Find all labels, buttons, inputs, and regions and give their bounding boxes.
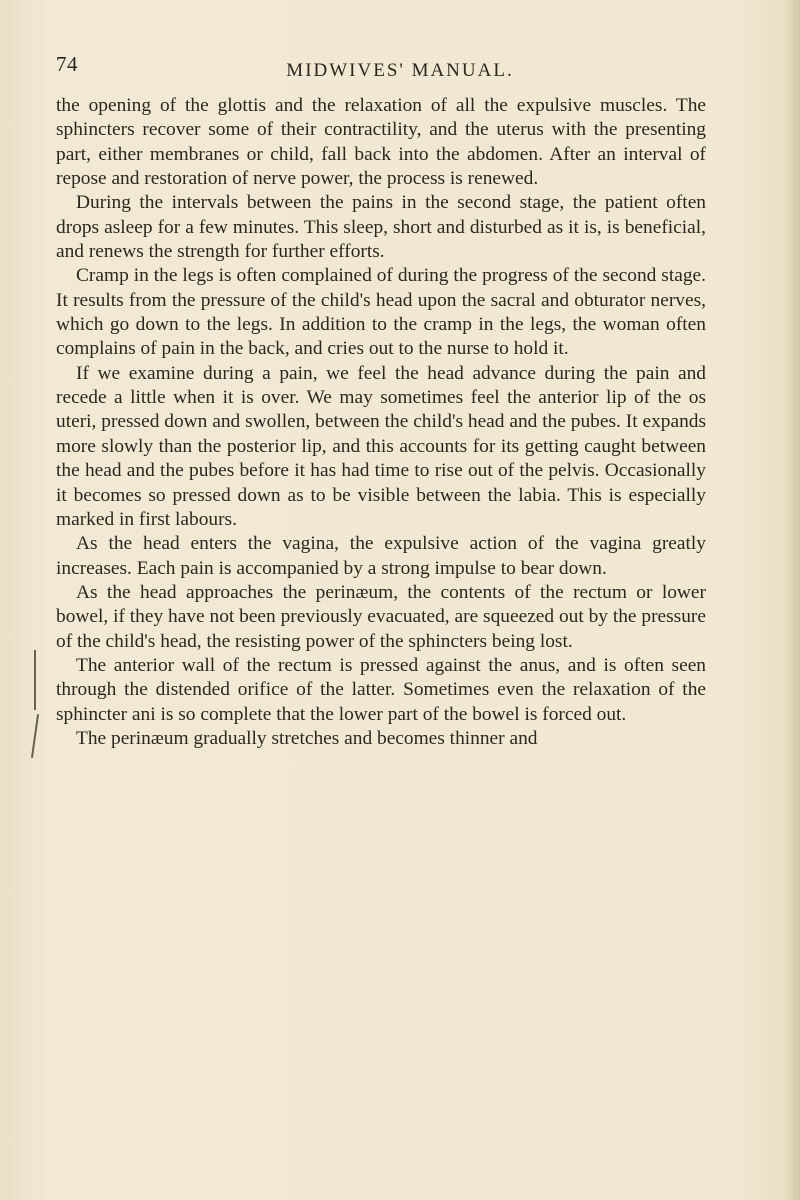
page-number: 74: [56, 52, 78, 76]
paragraph: During the intervals between the pains in the second stage, the patient often drops asleep for a few minutes. This sleep, short and disturbed as it is, is beneficial, and renews the strength for further efforts.: [56, 192, 706, 263]
paragraph: As the head enters the vagina, the expulsive action of the vagina greatly increases. Each pain is accompanied by a strong impulse to bear down.: [56, 533, 706, 579]
paragraph: The perinæum gradually stretches and becomes thinner and: [76, 727, 538, 749]
margin-pencil-mark: [34, 650, 36, 710]
paragraph: As the head approaches the perinæum, the contents of the rectum or lower bowel, if they have not been previously evacuated, are squeezed out by the pressure of the child's head, the resisting power of the sphincters being lost.: [56, 581, 706, 652]
body-text: [56, 94, 706, 751]
page-edge-shadow: [786, 0, 800, 1200]
paragraph: If we examine during a pain, we feel the head advance during the pain and recede a little when it is over. We may sometimes feel the anterior lip of the os uteri, pressed down and swollen, between the child's head and the pubes. It expands more slowly than the posterior lip, and this accounts for its getting caught between the head and the pubes before it has had time to rise out of the pelvis. Occasionally it becomes so pressed down as to be visible between the labia. This is especially marked in first labours.: [56, 362, 706, 530]
margin-pencil-mark: [31, 714, 39, 758]
paragraph: The anterior wall of the rectum is pressed against the anus, and is often seen through the distended orifice of the latter. Sometimes even the relaxation of the sphincter ani is so complete that the lower part of the bowel is forced out.: [56, 654, 706, 725]
paragraph: Cramp in the legs is often complained of during the progress of the second stage. It results from the pressure of the child's head upon the sacral and obturator nerves, which go down to the legs. In addition to the cramp in the legs, the woman often complains of pain in the back, and cries out to the nurse to hold it.: [56, 265, 706, 360]
running-title: MIDWIVES' MANUAL.: [286, 60, 514, 81]
paragraph: the opening of the glottis and the relaxation of all the expulsive muscles. The sphincters recover some of their contractility, and the uterus with the presenting part, either membranes or child, fall back into the abdomen. After an interval of repose and restoration of nerve power, the process is renewed.: [56, 95, 706, 190]
